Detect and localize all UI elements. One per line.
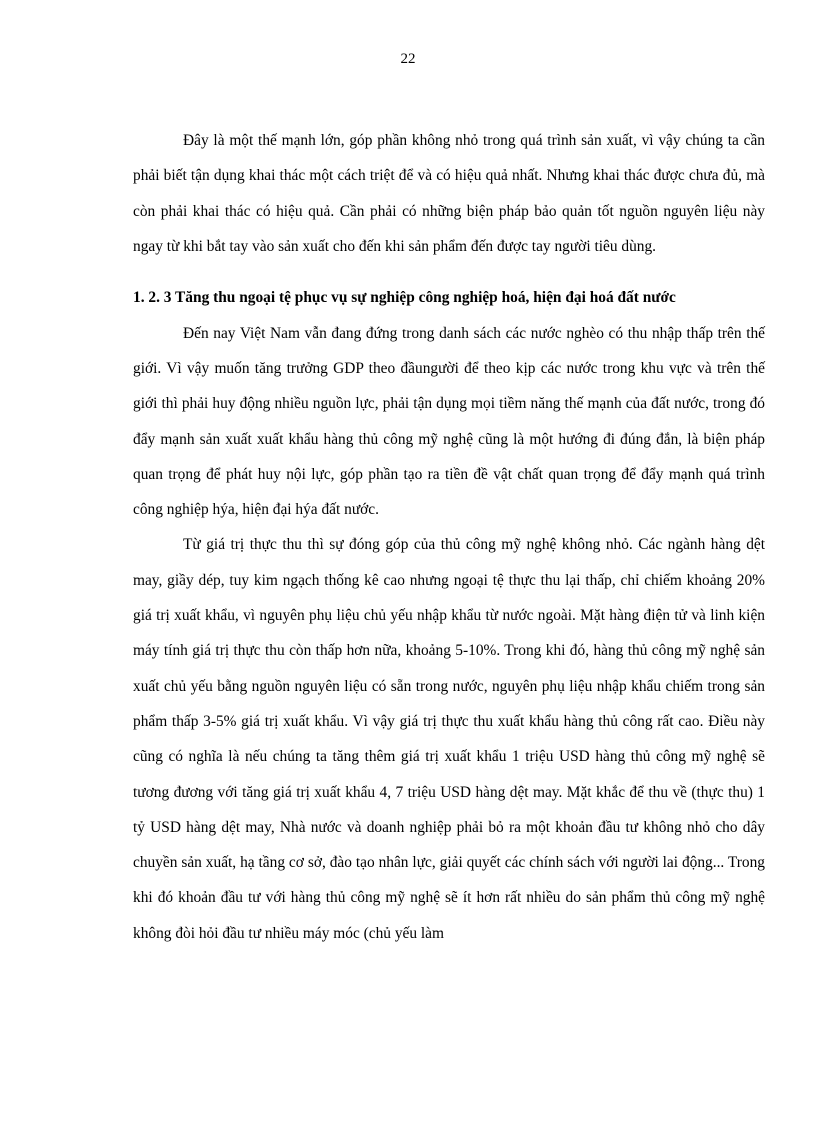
paragraph-export-value: Từ giá trị thực thu thì sự đóng góp của thủ công mỹ nghệ không nhỏ. Các ngành hàng dệt may, giầy dép, tuy kim ngạch thống kê cao nhưng ngoại tệ thực thu lại thấp, chỉ chiếm khoảng 20% giá trị xuất khẩu, vì nguyên phụ liệu chủ yếu nhập khẩu từ nước ngoài. Mặt hàng điện tử và linh kiện máy tính giá trị thực thu còn thấp hơn nữa, khoảng 5-10%. Trong khi đó, hàng thủ công mỹ nghệ sản xuất chủ yếu bằng nguồn nguyên liệu có sẵn trong nước, nguyên phụ liệu nhập khẩu chiếm trong sản phẩm thấp 3-5% giá trị xuất khẩu. Vì vậy giá trị thực thu xuất khẩu hàng thủ công rất cao. Điều này cũng có nghĩa là nếu chúng ta tăng thêm giá trị xuất khẩu 1 triệu USD hàng thủ công mỹ nghệ sẽ tương đương với tăng giá trị xuất khẩu 4, 7 triệu USD hàng dệt may. Mặt khắc để thu về (thực thu) 1 tỷ USD hàng dệt may, Nhà nước và doanh nghiệp phải bỏ ra một khoản đầu tư không nhỏ cho dây chuyền sản xuất, hạ tầng cơ sở, đào tạo nhân lực, giải quyết các chính sách với người lai động... Trong khi đó khoản đầu tư với hàng thủ công mỹ nghệ sẽ ít hơn rất nhiều do sản phẩm thủ công mỹ nghệ không đòi hỏi đầu tư nhiều máy móc (chủ yếu làm	[133, 536, 765, 942]
paragraph-gdp: Đến nay Việt Nam vẫn đang đứng trong danh sách các nước nghèo có thu nhập thấp trên thế giới. Vì vậy muốn tăng trưởng GDP theo đầungười để theo kịp các nước trong khu vực và trên thế giới thì phải huy động nhiều nguồn lực, phải tận dụng mọi tiềm năng thế mạnh của đất nước, trong đó đẩy mạnh sản xuất xuất khẩu hàng thủ công mỹ nghệ cũng là một hướng đi đúng đắn, là biện pháp quan trọng để phát huy nội lực, góp phần tạo ra tiền đề vật chất quan trọng để đẩy mạnh quá trình công nghiệp hýa, hiện đại hýa đất nước.	[133, 324, 765, 519]
section-heading: 1. 2. 3 Tăng thu ngoại tệ phục vụ sự nghiệp công nghiệp hoá, hiện đại hoá đất nước	[133, 289, 676, 307]
page-number: 22	[400, 51, 416, 67]
paragraph-intro: Đây là một thế mạnh lớn, góp phần không nhỏ trong quá trình sản xuất, vì vậy chúng ta cần phải biết tận dụng khai thác một cách triệt để và có hiệu quả nhất. Nhưng khai thác được chưa đủ, mà còn phải khai thác có hiệu quả. Cần phải có những biện pháp bảo quản tốt nguồn nguyên liệu này ngay từ khi bắt tay vào sản xuất cho đến khi sản phẩm đến được tay người tiêu dùng.	[133, 132, 765, 255]
page-body	[133, 123, 765, 951]
